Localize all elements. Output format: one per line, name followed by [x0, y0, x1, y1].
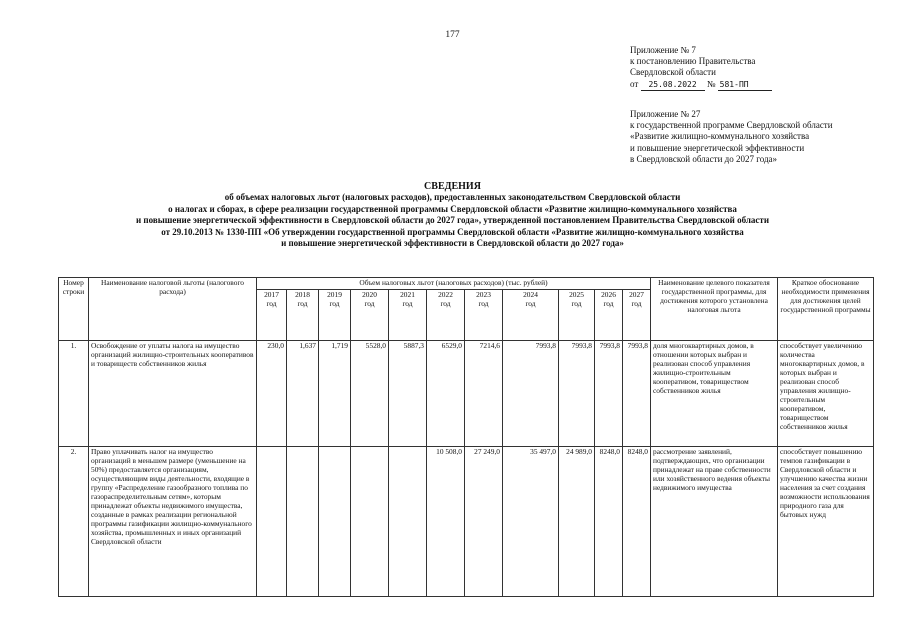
heading-line-4: от 29.10.2013 № 1330-ПП «Об утверждении государственной программы Свердловской области «Развитие жилищно-коммунального хозяйства: [161, 226, 744, 237]
value-cell: 1,719: [319, 341, 351, 447]
appendix-7-line3: Свердловской области: [630, 67, 716, 78]
year-header: 2020 год: [351, 290, 389, 341]
header-benefit-name: Наименование налоговой льготы (налогового расхода): [89, 278, 257, 341]
justification-cell: способствует увеличению количества многоквартирных домов, в которых выбран и реализован способ управления жилищно-строительным кооперативом, товариществом собственников жилья: [778, 341, 874, 447]
value-cell: [351, 447, 389, 597]
year-header: 2027 год: [623, 290, 651, 341]
year-header: 2017 год: [257, 290, 287, 341]
header-indicator: Наименование целевого показателя государственной программы, для достижения которого установлена налоговая льгота: [651, 278, 778, 341]
heading-title: СВЕДЕНИЯ: [424, 181, 481, 192]
appendix-27-line3: «Развитие жилищно-коммунального хозяйства: [630, 131, 810, 142]
benefit-name: Освобождение от уплаты налога на имущество организаций жилищно-строительных кооперативов и товариществ собственников жилья: [89, 341, 257, 447]
header-row-number: Номер строки: [59, 278, 89, 341]
appendix-7-date-line: [630, 79, 772, 91]
value-cell: 7993,8: [559, 341, 595, 447]
value-cell: 230,0: [257, 341, 287, 447]
heading-line-5: и повышение энергетической эффективности в Свердловской области до 2027 года»: [281, 238, 624, 249]
document-heading: [0, 181, 905, 249]
value-cell: 10 508,0: [427, 447, 465, 597]
table-row: [59, 341, 874, 447]
resolution-date: 25.08.2022: [641, 79, 705, 91]
appendix-7-title: Приложение № 7: [630, 45, 696, 55]
year-header: 2018 год: [287, 290, 319, 341]
value-cell: 1,637: [287, 341, 319, 447]
value-cell: 8248,0: [623, 447, 651, 597]
year-header: 2025 год: [559, 290, 595, 341]
value-cell: [319, 447, 351, 597]
table-header-row: [59, 278, 874, 290]
page-number: 177: [445, 30, 460, 40]
heading-line-1: об объемах налоговых льгот (налоговых расходов), предоставленных законодательством Свердловской области: [224, 192, 681, 203]
heading-line-2: о налогах и сборах, в сфере реализации государственной программы Свердловской области «Развитие жилищно-коммунального хозяйства: [168, 203, 737, 214]
value-cell: [257, 447, 287, 597]
appendix-27-line5: в Свердловской области до 2027 года»: [630, 153, 778, 164]
year-header: 2026 год: [595, 290, 623, 341]
value-cell: 35 497,0: [503, 447, 559, 597]
header-justification: Краткое обоснование необходимости применения для достижения целей государственной программы: [778, 278, 874, 341]
value-cell: 5528,0: [351, 341, 389, 447]
header-volume: Объем налоговых льгот (налоговых расходов) (тыс. рублей): [257, 278, 651, 290]
value-cell: [287, 447, 319, 597]
value-cell: 7214,6: [465, 341, 503, 447]
value-cell: 7993,8: [623, 341, 651, 447]
value-cell: 7993,8: [595, 341, 623, 447]
resolution-number: 581-ПП: [718, 79, 772, 91]
value-cell: 6529,0: [427, 341, 465, 447]
appendix-7-line2: к постановлению Правительства: [630, 56, 756, 67]
benefit-name: Право уплачивать налог на имущество организаций в меньшем размере (уменьшение на 50%) предоставляется организациям, осуществляющим виды деятельности, входящие в группу «Распределение газообразного топлива по газораспределительным сетям», которым принадлежат объекты недвижимого имущества, созданные в рамках реализации региональной программы газификации жилищно-коммунального хозяйства, промышленных и иных организаций Свердловской области: [89, 447, 257, 597]
appendix-27-line2: к государственной программе Свердловской области: [630, 120, 833, 131]
appendix-27-title: Приложение № 27: [630, 109, 701, 119]
justification-cell: способствует повышению темпов газификации в Свердловской области и улучшению качества жизни населения за счет создания возможности использования природного газа для бытовых нужд: [778, 447, 874, 597]
value-cell: [389, 447, 427, 597]
indicator-cell: рассмотрение заявлений, подтверждающих, что организации принадлежат на праве собственности или хозяйственного ведения объекты недвижимого имущества: [651, 447, 778, 597]
value-cell: 5887,3: [389, 341, 427, 447]
appendix-7-block: [630, 45, 772, 91]
year-header: 2023 год: [465, 290, 503, 341]
row-number: 2.: [59, 447, 89, 597]
appendix-27-block: [630, 109, 833, 165]
row-number: 1.: [59, 341, 89, 447]
year-header: 2019 год: [319, 290, 351, 341]
indicator-cell: доля многоквартирных домов, в отношении которых выбран и реализован способ управления жилищно-строительным кооперативом, товариществом собственников жилья: [651, 341, 778, 447]
heading-line-3: и повышение энергетической эффективности в Свердловской области до 2027 года», утвержденной постановлением Правительства Свердловской области: [135, 215, 770, 226]
year-header: 2021 год: [389, 290, 427, 341]
value-cell: 8248,0: [595, 447, 623, 597]
number-prefix: №: [706, 78, 716, 89]
tax-benefits-table: [58, 277, 874, 597]
table-row: [59, 447, 874, 597]
year-header: 2024 год: [503, 290, 559, 341]
value-cell: 27 249,0: [465, 447, 503, 597]
value-cell: 24 989,0: [559, 447, 595, 597]
appendix-27-line4: и повышение энергетической эффективности: [630, 142, 805, 153]
date-prefix: от: [630, 78, 639, 89]
year-header: 2022 год: [427, 290, 465, 341]
value-cell: 7993,8: [503, 341, 559, 447]
